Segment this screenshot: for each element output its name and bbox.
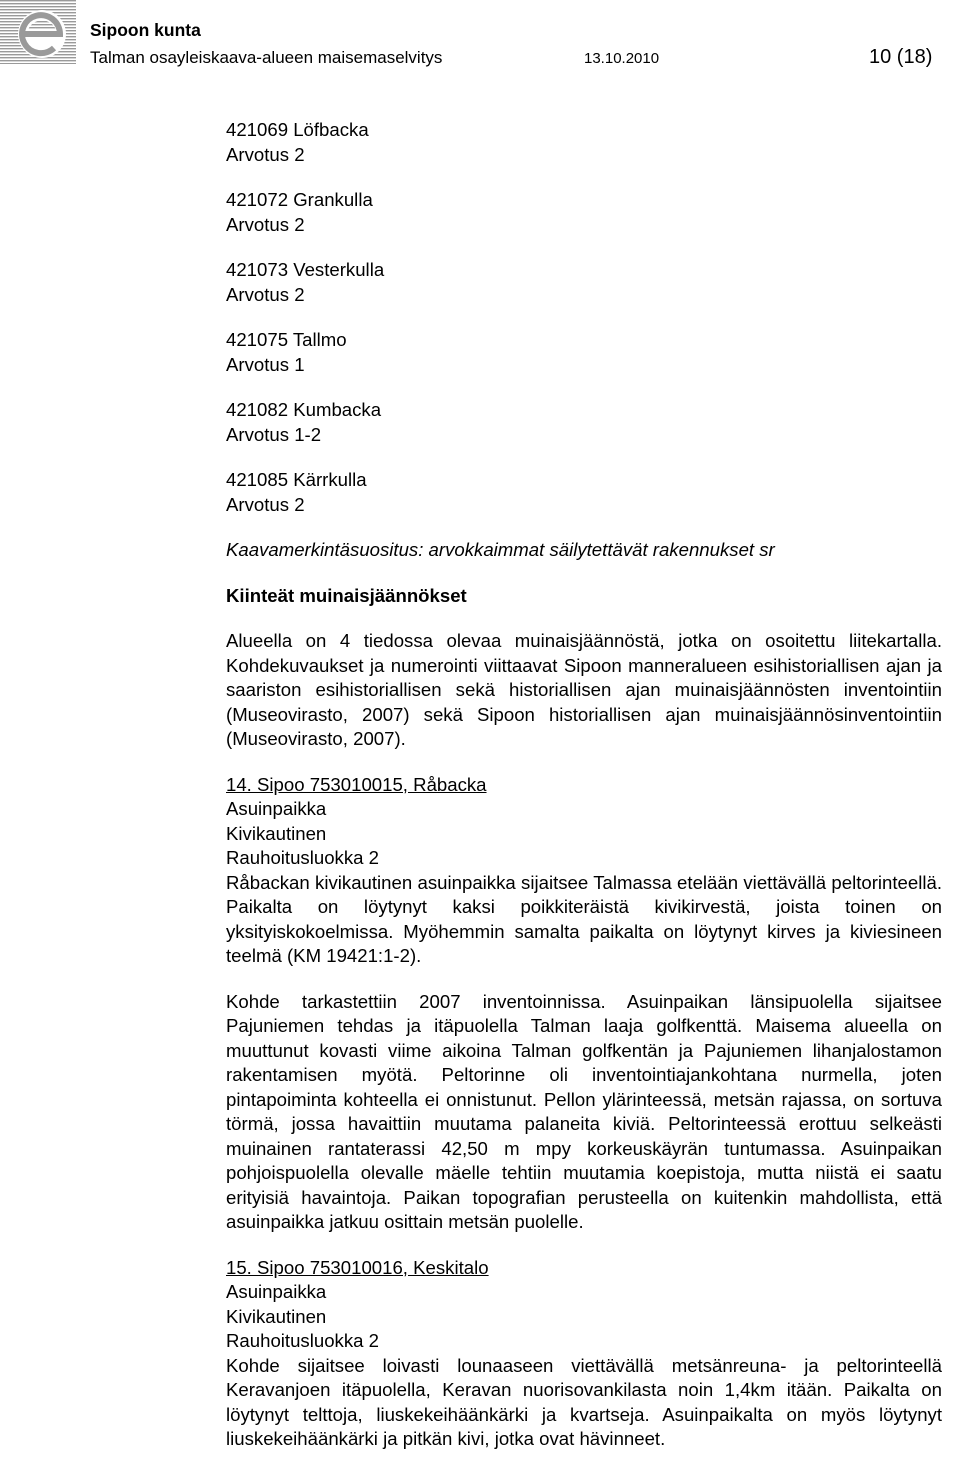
- site-rating: Arvotus 2: [226, 143, 305, 165]
- relic-description: Kohde sijaitsee loivasti lounaaseen viettävällä metsänreuna- ja peltorinteellä Keravanjoen itäpuolella, Keravan nuorisovankilasta noin 1,4km itään. Paikalta on löytynyt telttoja, liuskekeihäänkärki ja kvartseja. Asuinpaikalta on myös löytynyt liuskekeihäänkärki ja pitkän kivi, jotka ovat hävinneet.: [226, 1354, 942, 1449]
- header-organization: Sipoon kunta: [90, 20, 201, 40]
- header-date: 13.10.2010: [584, 50, 660, 67]
- site-rating: Arvotus 2: [226, 493, 305, 515]
- section-heading: Kiinteät muinaisjäännökset: [226, 584, 467, 606]
- relic-inspection-notes: Kohde tarkastettiin 2007 inventoinnissa. Asuinpaikan länsipuolella sijaitsee Pajuniemen tehdas ja itäpuolella Talman laaja golfkenttä. Maisema alueella on muuttunut kovasti viime aikoina Talman golfkentän ja Pajuniemen lihanjalostamon rakentamisen myötä. Peltorinne oli inventointiajankohtana nurmella, joten pintapoiminta kohteella ei onnistunut. Pellon ylärinteessä, metsän rajassa, on sortuva törmä, jossa havaittiin muutama palaneita kiviä. Peltorinteessä erottuu selkeästi muinainen rantaterassi 42,50 m mpy korkeuskäyrän tuntumassa. Asuinpaikan pohjoispuolella olevalle mäelle tehtiin muutamia koepistoja, mutta niistä ei saatu erityisiä havaintoja. Paikan topografian perusteella on kuitenkin mahdollista, että asuinpaikka jatkuu osittain metsän puolelle.: [226, 990, 942, 1232]
- site-entry: [226, 328, 942, 377]
- site-rating: Arvotus 1: [226, 353, 305, 375]
- site-entry: [226, 468, 942, 517]
- site-entry: [226, 118, 942, 167]
- site-name: 421082 Kumbacka: [226, 399, 382, 420]
- relic-type: Asuinpaikka: [226, 798, 327, 819]
- zoning-recommendation: Kaavamerkintäsuositus: arvokkaimmat säilytettävät rakennukset sr: [226, 539, 775, 560]
- site-rating: Arvotus 1-2: [226, 423, 322, 445]
- relic-entry: [226, 1256, 942, 1452]
- site-entry: [226, 258, 942, 307]
- relic-period: Kivikautinen: [226, 1305, 327, 1327]
- site-name: 421075 Tallmo: [226, 329, 347, 350]
- relic-title: 14. Sipoo 753010015, Råbacka: [226, 773, 487, 795]
- site-rating: Arvotus 2: [226, 213, 305, 235]
- page-number: 10 (18): [869, 46, 933, 68]
- relic-period: Kivikautinen: [226, 822, 327, 844]
- site-entry: [226, 398, 942, 447]
- relic-protection: Rauhoitusluokka 2: [226, 1330, 379, 1351]
- site-entry: [226, 188, 942, 237]
- document-body: [226, 118, 942, 1452]
- intro-paragraph: Alueella on 4 tiedossa olevaa muinaisjäännöstä, jotka on osoitettu liitekartalla. Kohdekuvaukset ja numerointi viittaavat Sipoon manneralueen esihistoriallisen ajan ja saariston esihistoriallisen sekä historiallisen ajan muinaisjäännösten inventointiin (Museovirasto, 2007) sekä Sipoon historiallisen ajan muinaisjäännösinventointiin (Museovirasto, 2007).: [226, 630, 942, 749]
- site-name: 421073 Vesterkulla: [226, 259, 385, 280]
- relic-entry: [226, 773, 942, 1235]
- header-subtitle: Talman osayleiskaava-alueen maisemaselvitys: [90, 48, 443, 67]
- site-name: 421069 Löfbacka: [226, 119, 369, 140]
- relic-title: 15. Sipoo 753010016, Keskitalo: [226, 1256, 489, 1278]
- site-rating: Arvotus 2: [226, 283, 305, 305]
- site-name: 421085 Kärrkulla: [226, 469, 367, 490]
- relic-protection: Rauhoitusluokka 2: [226, 847, 379, 868]
- relic-description: Råbackan kivikautinen asuinpaikka sijaitsee Talmassa etelään viettävällä peltorinteellä. Paikalta on löytynyt kaksi poikkiteräistä kivikirvestä, joista toinen on yksityiskokoelmissa. Myöhemmin samalta paikalta on löytynyt kirves ja kiviesineen teelmä (KM 19421:1-2).: [226, 871, 942, 966]
- relic-type: Asuinpaikka: [226, 1281, 327, 1302]
- site-name: 421072 Grankulla: [226, 189, 373, 210]
- municipality-logo: [0, 0, 76, 64]
